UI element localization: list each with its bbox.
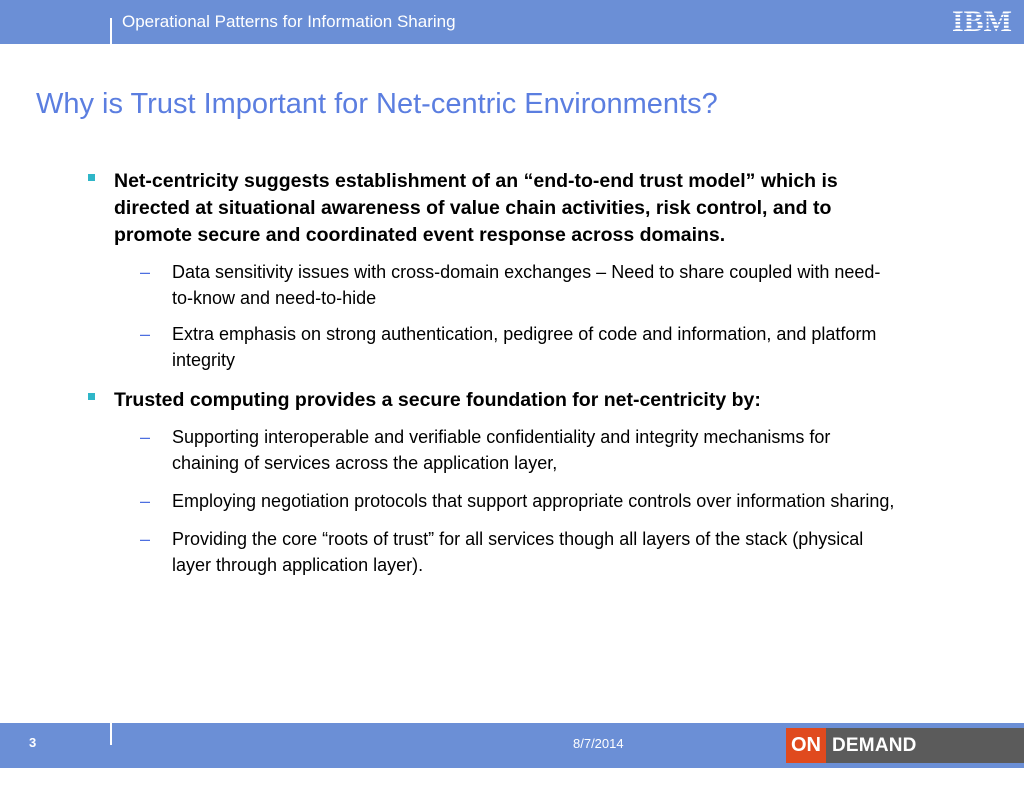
sub-bullet-text: Employing negotiation protocols that support appropriate controls over information sharing,: [172, 491, 895, 511]
page-number: 3: [29, 735, 37, 750]
bullet-item: [88, 387, 898, 414]
bullet-item: [88, 168, 898, 249]
header-band: [0, 0, 1024, 44]
sub-bullet-item: [88, 488, 898, 514]
brand-rest-label: DEMAND BUSINESS™: [826, 728, 1024, 763]
sub-bullet-text: Supporting interoperable and verifiable confidentiality and integrity mechanisms for chaining of services across the application layer,: [172, 427, 831, 473]
on-demand-business-logo: [786, 728, 1024, 791]
sub-bullet-text: Providing the core “roots of trust” for all services though all layers of the stack (physical layer through application layer).: [172, 529, 864, 575]
dash-marker: –: [140, 427, 151, 447]
sub-bullet-text: Data sensitivity issues with cross-domain exchanges – Need to share coupled with need-to-know and need-to-hide: [172, 262, 881, 308]
dash-marker: –: [140, 324, 151, 344]
brand-on-label: ON: [786, 728, 826, 763]
dash-marker: –: [140, 262, 151, 282]
bullet-text: Net-centricity suggests establishment of an “end-to-end trust model” which is directed at situational awareness of value chain activities, risk control, and to promote secure and coordinated event response across domains.: [114, 170, 838, 246]
sub-bullet-item: [88, 424, 898, 476]
slide-date: 8/7/2014: [573, 736, 624, 751]
sub-bullet-text: Extra emphasis on strong authentication, pedigree of code and information, and platform integrity: [172, 324, 877, 370]
sub-bullet-item: [88, 259, 898, 311]
square-bullet-icon: [88, 393, 95, 400]
footer-band: [0, 723, 1024, 791]
bullet-text: Trusted computing provides a secure foundation for net-centricity by:: [114, 389, 761, 411]
dash-marker: –: [140, 529, 151, 549]
dash-marker: –: [140, 491, 151, 511]
sub-bullet-item: [88, 526, 898, 578]
ibm-logo-text: IBM: [952, 5, 1012, 36]
footer-divider: [110, 723, 112, 745]
slide-title: Why is Trust Important for Net-centric Environments?: [36, 88, 718, 120]
square-bullet-icon: [88, 174, 95, 181]
header-divider: [110, 18, 112, 44]
presentation-title: Operational Patterns for Information Sharing: [122, 12, 456, 31]
slide-content: [88, 168, 898, 578]
sub-bullet-item: [88, 321, 898, 373]
ibm-logo-icon: [947, 4, 1017, 36]
